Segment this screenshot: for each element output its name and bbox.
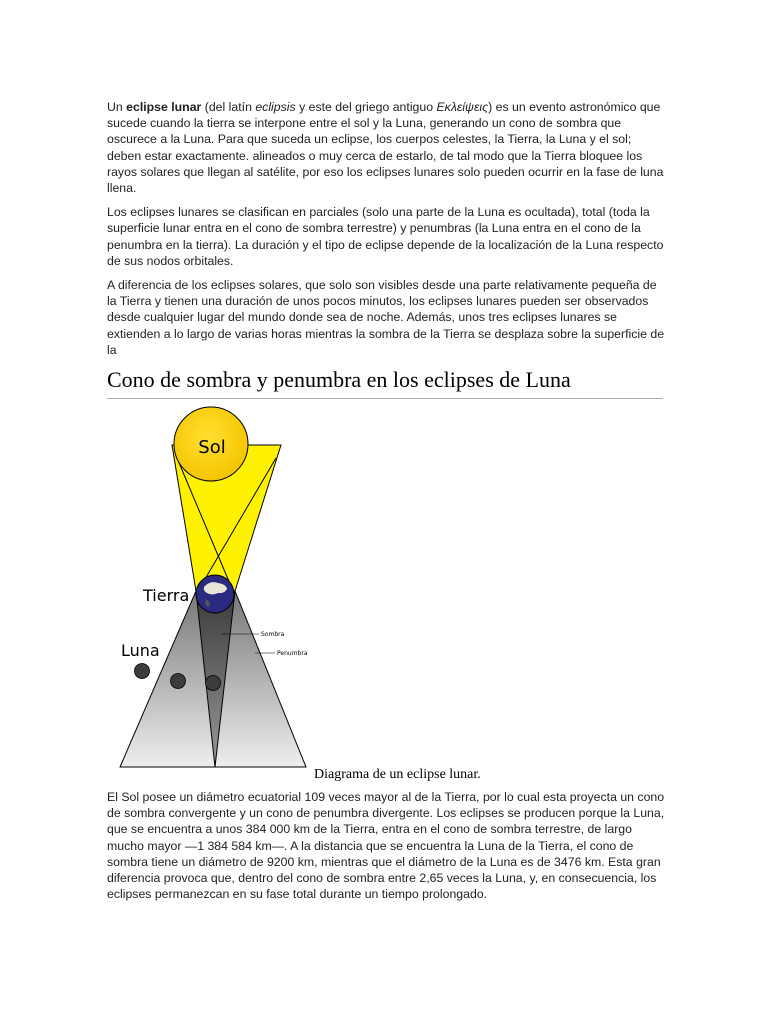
section-heading: Cono de sombra y penumbra en los eclipses de Luna: [107, 366, 663, 399]
text-run: Un: [107, 100, 127, 114]
moon-circle: [206, 676, 221, 691]
moon-circle: [171, 674, 186, 689]
moon-label: Luna: [121, 641, 160, 661]
term-eclipsis: eclipsis: [255, 100, 296, 114]
luna-llena-link[interactable]: luna llena: [107, 164, 664, 196]
earth-label: Tierra: [143, 586, 190, 606]
text-run: (del latín: [201, 100, 256, 114]
intro-paragraph: [107, 99, 667, 196]
diameter-paragraph: El Sol posee un diámetro ecuatorial 109 veces mayor al de la Tierra, por lo cual esta proyecta un cono de sombra convergente y un cono de penumbra divergente. Los eclipses se producen porque la Luna, que se encuentra a unos 384 000 km de la Tierra, entra en el cono de sombra terrestre, de largo mucho mayor —1 384 584 km—. A la distancia que se encuentra la Luna de la Tierra, el cono de sombra tiene un diámetro de 9200 km, mientras que el diámetro de la Luna es de 3476 km. Esta gran diferencia provoca que, dentro del cono de sombra entre 2,65 veces la Luna, y, en consecuencia, los eclipses permanezcan en su fase total durante un tiempo prolongado.: [107, 790, 665, 902]
term-eclipse-lunar: eclipse lunar: [126, 100, 202, 114]
text-run: ) es un evento astronómico que sucede cuando la tierra se interpone entre el sol y la Luna, generando un cono de sombra que oscurece a la Luna. Para que suceda un eclipse, los cuerpos celestes, la Tierra, la Luna y el sol; deben estar exactamente. alineados o muy cerca de estarlo, de tal modo que la Tierra bloquee los rayos solares que llegan al satélite, por eso los eclipses lunares solo pueden ocurrir en la fase de: [107, 100, 661, 179]
classification-paragraph: Los eclipses lunares se clasifican en parciales (solo una parte de la Luna es ocultada), total (toda la superficie lunar entra en el cono de sombra terrestre) y penumbras (la Luna entra en el cono de la penumbra en la tierra). La duración y el tipo de eclipse depende de la localización de la Luna respecto de sus nodos orbitales.: [107, 205, 664, 268]
comparison-paragraph: A diferencia de los eclipses solares, que solo son visibles desde una parte relativamente pequeña de la Tierra y tienen una duración de unos pocos minutos, los eclipses lunares pueden ser observados desde cualquier lugar del mundo donde sea de noche. Además, unos tres eclipses lunares se extienden a lo largo de varias horas mientras la sombra de la Tierra se desplaza sobre la superficie de la: [107, 278, 665, 357]
diagram-caption: Diagrama de un eclipse lunar.: [314, 767, 481, 783]
document-page: [107, 99, 667, 910]
moon-circle: [135, 664, 150, 679]
penumbra-label: Penumbra: [277, 650, 308, 658]
eclipse-diagram-svg: [107, 403, 667, 783]
text-run: .: [132, 181, 137, 196]
term-greek: Εκλείψεις: [436, 100, 489, 114]
sombra-label: Sombra: [261, 631, 285, 639]
eclipse-diagram: [107, 403, 667, 783]
sun-label: Sol: [198, 437, 226, 459]
text-run: y este del griego antiguo: [295, 100, 437, 114]
